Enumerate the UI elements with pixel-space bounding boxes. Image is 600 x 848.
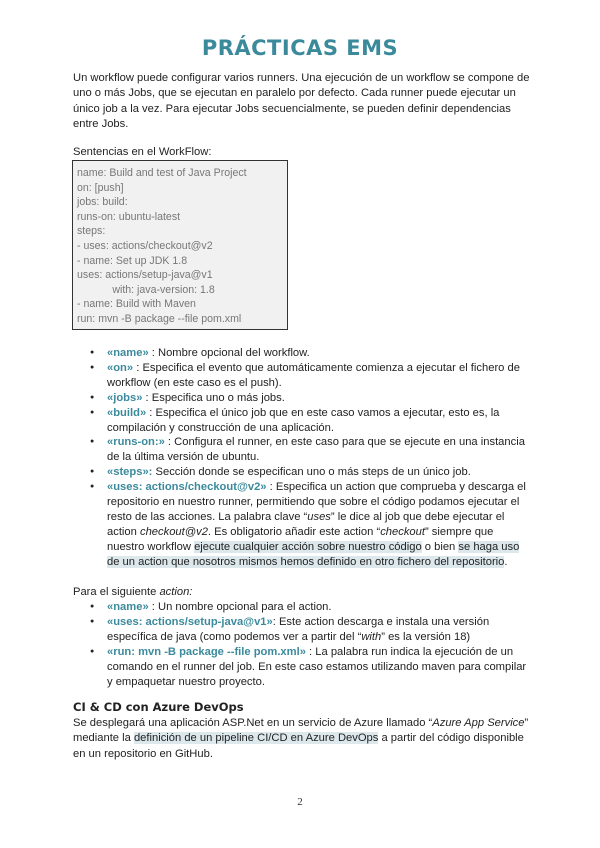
item-text: Especifica el único job que en este caso vamos a ejecutar, esto es, la compilación y construcción de una aplicación.	[107, 406, 500, 434]
item-text: Especifica un action que comprueba y descarga el repositorio en nuestro runner, permitiendo que sobre el código podamos ejecutar el resto de las acciones. La palabra clave “	[107, 481, 526, 523]
item-text: o bien	[421, 540, 459, 553]
item-text: . Es obligatorio añadir este action “	[207, 525, 381, 538]
list-item	[107, 615, 527, 645]
item-text: Un nombre opcional para el action.	[158, 601, 332, 613]
italic-term: with	[361, 630, 382, 643]
italic-term: Azure App Service	[432, 717, 525, 729]
page-number: 2	[297, 796, 303, 808]
item-text: Especifica uno o más jobs.	[151, 391, 285, 404]
list-item	[107, 406, 527, 436]
list-item	[107, 600, 527, 615]
item-text: ” siempre que nuestro workflow	[107, 525, 494, 553]
keyword: «jobs»	[107, 391, 143, 404]
separator: :	[148, 601, 158, 613]
para-text: a partir del código disponible en un repositorio en GitHub.	[73, 732, 524, 760]
code-line: - name: Set up JDK 1.8	[77, 254, 188, 267]
separator: :	[272, 615, 279, 628]
code-line: with: java-version: 1.8	[77, 283, 215, 296]
keyword: «uses: actions/setup-java@v1»	[107, 615, 273, 628]
intro-paragraph: Un workflow puede configurar varios runners. Una ejecución de un workflow se compone de uno o más Jobs, que se ejecutan en paralelo por defecto. Cada runner puede ejecutar un único job a la vez. Para ejecutar Jobs secuencialmente, se pueden definir dependencias entre Jobs.	[73, 72, 530, 131]
code-line: - name: Build with Maven	[77, 298, 196, 311]
separator: :	[164, 436, 175, 449]
section-heading: CI & CD con Azure DevOps	[73, 700, 244, 714]
separator: :	[266, 481, 276, 494]
list-item	[107, 391, 527, 406]
highlighted-text: ejecute cualquier acción sobre nuestro código	[194, 540, 422, 553]
azure-paragraph	[73, 716, 533, 762]
workflow-code-block	[72, 160, 288, 330]
code-line: uses: actions/setup-java@v1	[77, 269, 213, 282]
code-line: runs-on: ubuntu-latest	[77, 210, 181, 223]
action-intro-text: Para el siguiente	[73, 586, 160, 598]
list-item	[107, 346, 527, 361]
code-line: steps:	[77, 225, 106, 238]
keyword: «runs-on:»	[107, 436, 165, 449]
sentencias-label: Sentencias en el WorkFlow:	[73, 146, 212, 158]
item-text: Este action descarga e instala una versión específica de java (como podemos ver a partir del “	[107, 615, 490, 643]
highlighted-text: se haga uso de un action que nosotros mismos hemos definido en otro fichero del repositorio	[107, 540, 520, 568]
list-item	[107, 465, 527, 480]
item-text: Sección donde se especifican uno o más steps de un único job.	[155, 466, 471, 479]
separator: :	[146, 406, 156, 419]
para-text: ” mediante la	[73, 717, 529, 745]
code-line: jobs: build:	[77, 196, 128, 209]
action-intro	[73, 585, 533, 600]
keyword: «on»	[107, 361, 134, 374]
action-word: action:	[159, 586, 193, 598]
separator: :	[142, 391, 152, 404]
code-line: run: mvn -B package --file pom.xml	[77, 312, 242, 325]
italic-term: uses	[307, 510, 331, 523]
list-item	[107, 480, 527, 569]
list-item	[107, 361, 527, 391]
code-line: - uses: actions/checkout@v2	[77, 239, 213, 252]
item-text: Configura el runner, en este caso para que se ejecute en una instancia de la última versión de ubuntu.	[107, 436, 525, 464]
item-text: ” es la versión 18)	[381, 630, 471, 643]
code-line: on: [push]	[77, 181, 124, 194]
workflow-bullet-list	[107, 346, 527, 570]
keyword: «name»	[107, 601, 149, 613]
item-text: .	[504, 555, 508, 568]
code-line: name: Build and test of Java Project	[77, 167, 247, 179]
keyword: «name»	[107, 347, 149, 359]
item-text: Nombre opcional del workflow.	[158, 347, 310, 359]
keyword: «build»	[107, 406, 147, 419]
highlighted-text: definición de un pipeline CI/CD en Azure DevOps	[133, 732, 379, 745]
keyword: «uses: actions/checkout@v2»	[107, 481, 267, 494]
italic-term: checkout@v2	[139, 525, 208, 538]
para-text: Se desplegará una aplicación ASP.Net en un servicio de Azure llamado “	[73, 717, 433, 729]
separator: :	[305, 645, 316, 658]
list-item	[107, 435, 527, 465]
item-text: ” le dice al job que debe ejecutar el action	[107, 510, 505, 538]
keyword: «run: mvn -B package --file pom.xml»	[107, 645, 306, 658]
item-text: La palabra run indica la ejecución de un comando en el runner del job. En este caso estamos utilizando maven para compilar y empaquetar nuestro proyecto.	[107, 645, 527, 688]
separator: :	[148, 347, 158, 359]
page-title: PRÁCTICAS EMS	[201, 36, 399, 60]
item-text: Especifica el evento que automáticamente comienza a ejecutar el fichero de workflow (en este caso es el push).	[107, 361, 520, 389]
italic-term: checkout	[380, 525, 425, 538]
list-item	[107, 645, 527, 690]
action-bullet-list	[107, 600, 527, 689]
separator: :	[133, 361, 143, 374]
keyword: «steps»:	[107, 466, 153, 479]
